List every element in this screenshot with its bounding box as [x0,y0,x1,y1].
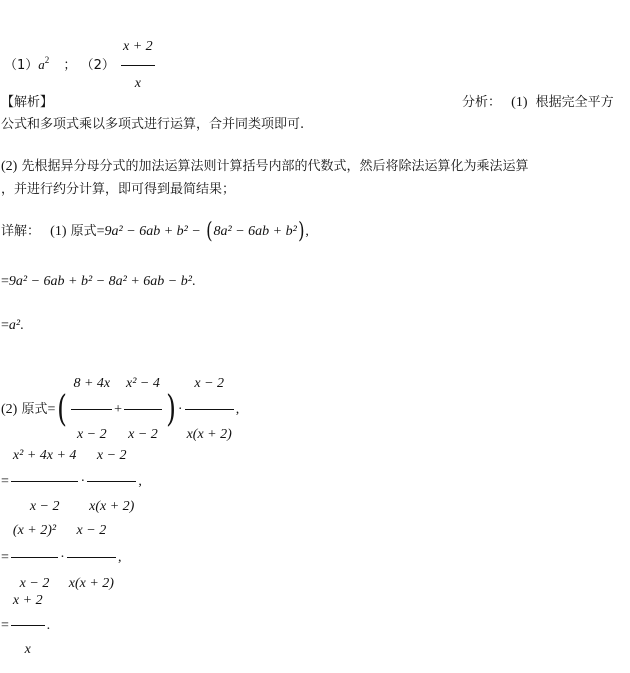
analysis-p2-line2: ，并进行约分计算，即可得到最简结果； [1,182,236,197]
solution-final-eq: = [1,618,9,633]
plus-sign: + [114,402,123,417]
answer-part2-label: （2） [80,58,115,73]
solution-part2-line2 [1,432,142,514]
analysis-header: 【解析】 [1,95,54,110]
answer-part2-denominator: x [134,76,141,91]
solution-step1-paren-inner: 8a² − 6ab + b² [213,224,297,239]
solution-step2-period: . [191,274,196,289]
answer-part1-label: （1） [4,58,39,73]
final-period: . [46,618,51,633]
comma: , [138,474,142,489]
analysis-p2-number: (2) [1,159,18,174]
analysis-p2-line1 [1,155,528,175]
fraction-2-denominator: x − 2 [128,427,158,442]
solution-step1-main: 9a² − 6ab + b² − [104,224,201,239]
left-paren: ( [206,218,213,244]
fraction-g1 [185,360,234,459]
answer-separator: ； [63,58,77,73]
final-fraction [11,578,45,673]
solution-step3-eq: = [1,318,9,333]
solution-part2-line3-eq: = [1,550,9,565]
analysis-p2-text: 先根据异分母分式的加法运算法则计算括号内部的代数式，然后将除法运算化为乘法运算 [21,159,529,174]
answer-part1-value: a [38,57,45,72]
answer-part2-numerator: x + 2 [121,30,155,66]
solution-label: 详解： [1,224,41,239]
solution-part2-final [1,578,51,657]
solution-step3-period: . [20,318,24,333]
solution-step1-comma: , [305,224,309,239]
solution-part2-line2-eq: = [1,474,9,489]
answer-part1-exponent: 2 [44,55,50,65]
solution-step2 [1,270,195,294]
answer-part2-fraction [121,30,155,101]
solution-step2-expr: 9a² − 6ab + b² − 8a² + 6ab − b² [8,274,192,289]
answer-line [4,30,157,91]
fraction-g3 [67,506,116,609]
solution-step1-prefix: 原式 [70,224,97,239]
fraction-g2-numerator: x − 2 [87,432,136,482]
fraction-g3-numerator: x − 2 [67,506,116,558]
solution-part2-line3 [1,506,122,591]
fraction-g1-denominator: x(x + 2) [186,427,232,442]
dot-operator: · [177,402,183,417]
fraction-3-denominator: x − 2 [29,499,60,514]
solution-part2-prefix: 原式 [21,402,48,417]
solution-step3 [1,314,24,338]
comma: , [235,402,240,417]
solution-part2-eq: = [47,402,56,417]
left-big-paren: ( [57,388,68,430]
analysis-label: 分析： [462,95,502,110]
analysis-p1-tail: 根据完全平方 [535,95,614,110]
dot-operator: · [80,474,86,489]
solution-step1-eq: = [96,224,105,239]
fraction-4-denominator: x − 2 [19,576,50,591]
fraction-4-numerator: (x + 2)² [11,506,58,558]
solution-part2-number: (2) [1,402,18,417]
dot-operator: · [60,550,65,565]
right-big-paren: ) [165,388,176,430]
fraction-g1-numerator: x − 2 [185,360,234,410]
fraction-1-numerator: 8 + 4x [71,360,112,410]
analysis-label-row [462,91,614,111]
solution-step1-number: (1) [50,224,67,239]
comma: , [117,550,122,565]
fraction-g3-denominator: x(x + 2) [68,576,114,591]
fraction-g2-denominator: x(x + 2) [89,499,135,514]
solution-step1 [1,220,309,244]
solution-part2-line1 [1,360,240,442]
fraction-2-numerator: x² − 4 [124,360,162,410]
fraction-1-denominator: x − 2 [76,427,107,442]
final-denominator: x [24,642,31,657]
fraction-3-numerator: x² + 4x + 4 [11,432,79,482]
analysis-p1-number: (1) [511,95,528,110]
solution-step3-expr: a² [8,318,21,333]
analysis-p1-line2: 公式和多项式乘以多项式进行运算，合并同类项即可. [1,117,305,132]
solution-step2-eq: = [1,274,9,289]
final-numerator: x + 2 [11,578,45,626]
right-paren: ) [297,218,305,244]
